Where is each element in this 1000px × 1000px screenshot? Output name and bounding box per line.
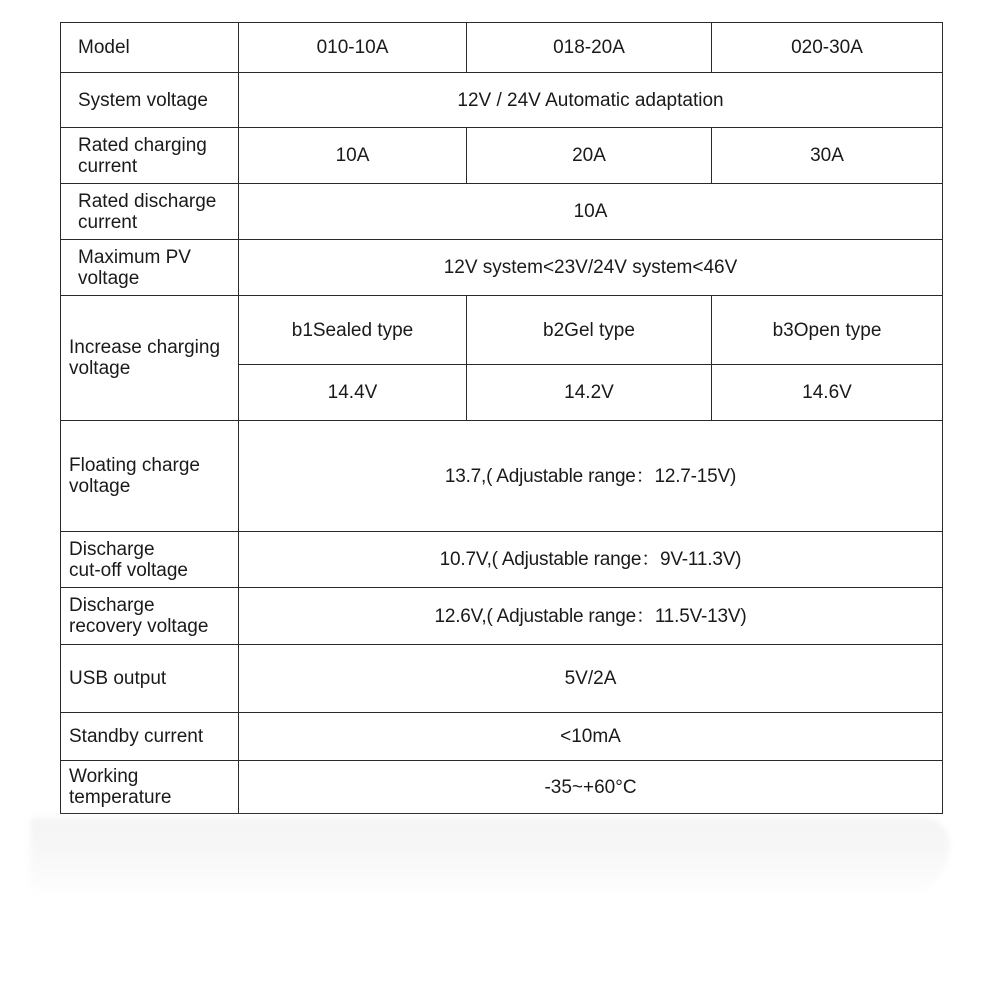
max-pv-voltage-value: 12V system<23V/24V system<46V — [239, 240, 943, 296]
usb-output-value: 5V/2A — [239, 645, 943, 713]
increase-charging-voltage-label-line-2: voltage — [69, 358, 131, 379]
increase-charging-voltage-label-line-1: Increase charging — [69, 337, 221, 358]
working-temperature-label-line-1: Working — [69, 766, 139, 787]
discharge-recovery-voltage-value: 12.6V,( Adjustable range：11.5V-13V) — [239, 588, 943, 645]
rated-charging-current-label-line-2: current — [78, 155, 138, 177]
rated-discharge-current-label — [61, 184, 239, 240]
increase-charging-voltage-label — [61, 296, 239, 421]
working-temperature-label — [61, 761, 239, 814]
battery-type-gel: b2Gel type — [467, 296, 712, 365]
floating-charge-voltage-value: 13.7,( Adjustable range：12.7-15V) — [239, 421, 943, 532]
discharge-recovery-voltage-label-line-1: Discharge — [69, 595, 155, 616]
max-pv-voltage-label — [61, 240, 239, 296]
discharge-cutoff-voltage-label-line-1: Discharge — [69, 538, 155, 560]
discharge-recovery-voltage-label-line-2: recovery voltage — [69, 616, 209, 637]
model-label: Model — [61, 23, 239, 73]
working-temperature-value: -35~+60°C — [239, 761, 943, 814]
row-discharge-cutoff-voltage — [61, 532, 943, 588]
discharge-cutoff-voltage-value: 10.7V,( Adjustable range：9V-11.3V) — [239, 532, 943, 588]
increase-charging-voltage-gel: 14.2V — [467, 365, 712, 421]
discharge-recovery-voltage-label — [61, 588, 239, 645]
floating-charge-voltage-label-line-1: Floating charge — [69, 455, 200, 476]
row-rated-charging-current — [61, 128, 943, 184]
standby-current-label: Standby current — [61, 713, 239, 761]
row-max-pv-voltage — [61, 240, 943, 296]
model-020-30a: 020-30A — [712, 23, 943, 73]
rated-charging-current-30a: 30A — [712, 128, 943, 184]
row-increase-charging-types — [61, 296, 943, 365]
rated-charging-current-label-line-1: Rated charging — [78, 134, 207, 156]
spec-table — [60, 22, 943, 814]
model-010-10a: 010-10A — [239, 23, 467, 73]
system-voltage-label: System voltage — [61, 73, 239, 128]
working-temperature-label-line-2: temperature — [69, 787, 172, 808]
row-working-temperature — [61, 761, 943, 814]
increase-charging-voltage-sealed: 14.4V — [239, 365, 467, 421]
discharge-cutoff-voltage-label — [61, 532, 239, 588]
row-system-voltage — [61, 73, 943, 128]
rated-discharge-current-value: 10A — [239, 184, 943, 240]
row-rated-discharge-current — [61, 184, 943, 240]
max-pv-voltage-label-line-1: Maximum PV — [78, 246, 191, 268]
floating-charge-voltage-label — [61, 421, 239, 532]
usb-output-label: USB output — [61, 645, 239, 713]
battery-type-sealed: b1Sealed type — [239, 296, 467, 365]
system-voltage-value: 12V / 24V Automatic adaptation — [239, 73, 943, 128]
discharge-cutoff-voltage-label-line-2: cut-off voltage — [69, 559, 189, 581]
row-usb-output — [61, 645, 943, 713]
rated-charging-current-label — [61, 128, 239, 184]
rated-charging-current-20a: 20A — [467, 128, 712, 184]
background-smudge — [30, 818, 950, 898]
rated-discharge-current-label-line-2: current — [78, 211, 138, 233]
model-018-20a: 018-20A — [467, 23, 712, 73]
row-floating-charge-voltage — [61, 421, 943, 532]
max-pv-voltage-label-line-2: voltage — [78, 267, 140, 289]
row-discharge-recovery-voltage — [61, 588, 943, 645]
increase-charging-voltage-open: 14.6V — [712, 365, 943, 421]
rated-discharge-current-label-line-1: Rated discharge — [78, 190, 217, 212]
standby-current-value: <10mA — [239, 713, 943, 761]
floating-charge-voltage-label-line-2: voltage — [69, 476, 131, 497]
row-model — [61, 23, 943, 73]
row-standby-current — [61, 713, 943, 761]
rated-charging-current-10a: 10A — [239, 128, 467, 184]
battery-type-open: b3Open type — [712, 296, 943, 365]
